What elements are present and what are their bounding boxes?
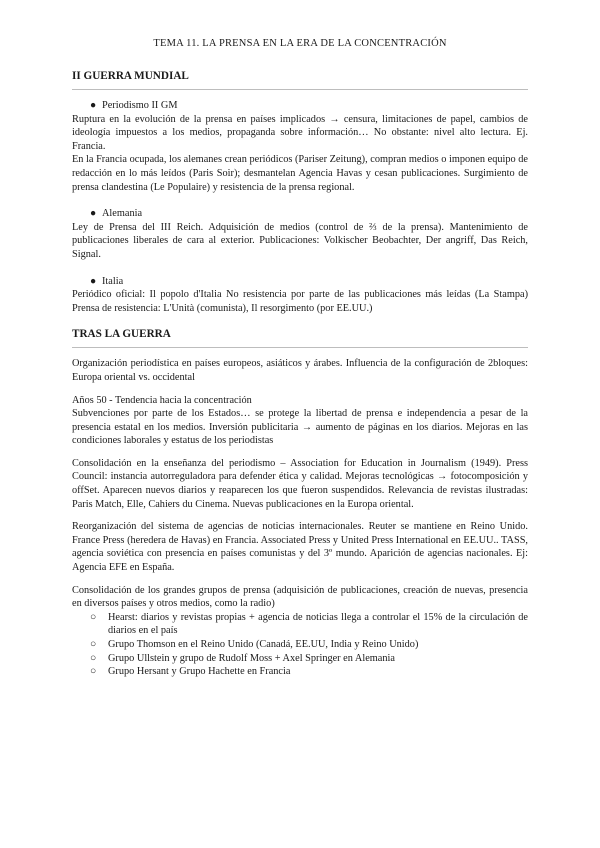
list-marker: ○: [90, 639, 97, 650]
section-heading-ii-guerra-mundial: II GUERRA MUNDIAL: [72, 70, 189, 82]
paragraph: En la Francia ocupada, los alemanes crean periódicos (Pariser Zeitung), compran medios o imponen equipo de redacción en lo más leídos (Paris Soir); desmantelan Agencia Havas y cesan publicaciones. Surgimiento de prensa clandestina (Le Populaire) y resistencia de la prensa regional.: [72, 154, 528, 193]
bullet-dot: ●: [90, 275, 97, 287]
list-item: [90, 611, 528, 638]
paragraph: Periódico oficial: Il popolo d'Italia No resistencia por parte de las publicaciones más leídas (La Stampa) Prensa de resistencia: L'Unità (comunista), Il resorgimento (por EE.UU.): [72, 289, 528, 314]
list-marker: ○: [90, 652, 97, 664]
paragraph: Ley de Prensa del III Reich. Adquisición de medios (control de ⅔ de la prensa). Mantenimiento de publicaciones liberales de cara al exterior. Publicaciones: Volkischer Beobachter, Der angriff, Das Reich, Signal.: [72, 221, 528, 260]
list-item-text: Grupo Ullstein y grupo de Rudolf Moss + Axel Springer en Alemania: [108, 652, 395, 664]
paragraph: Consolidación en la enseñanza del periodismo – Association for Education in Journalism (1949). Press Council: instancia autorreguladora para defender ética y calidad. Mejoras tecnológicas → fotocomposición y offSet. Aparecen nuevos diarios y reaparecen los que fueron suspendidos. Relevancia de revistas ilustradas: Paris Match, Elle, Cahiers du Cinema. Nuevas publicaciones en la Europa oriental.: [72, 457, 528, 510]
bullet-label: Italia: [102, 275, 124, 287]
bullet-periodismo: [72, 99, 528, 113]
bullet-dot: ●: [90, 208, 97, 220]
list-item-text: Grupo Thomson en el Reino Unido (Canadá, EE.UU, India y Reino Unido): [108, 639, 419, 650]
paragraph: Subvenciones por parte de los Estados… se protege la libertad de prensa e independencia a pesar de la presencia estatal en los medios. Inversión publicitaria → aumento de páginas en los diarios. Mejoras en las condiciones laborales y estatus de los periodistas: [72, 408, 528, 447]
bullet-label: Alemania: [102, 208, 143, 220]
bullet-alemania: [72, 207, 528, 221]
section-divider: [72, 89, 528, 90]
section-heading-tras-la-guerra: TRAS LA GUERRA: [72, 328, 171, 341]
paragraph: Reorganización del sistema de agencias de noticias internacionales. Reuter se mantiene en Reino Unido. France Press (heredera de Havas) en Francia. Associated Press y United Press International en EE.UU.. TASS, agencia soviética con presencia en países comunistas y del 3º mundo. Aparición de agencias nacionales. Ej: Agencia EFE en España.: [72, 521, 528, 574]
section-divider: [72, 347, 528, 348]
bullet-label: Periodismo II GM: [102, 100, 178, 111]
document-title: TEMA 11. LA PRENSA EN LA ERA DE LA CONCENTRACIÓN: [153, 38, 447, 49]
list-item-text: Hearst: diarios y revistas propias + agencia de noticias llega a controlar el 15% de la circulación de diarios en el país: [108, 611, 528, 637]
press-groups-list: [72, 611, 528, 679]
list-marker: ○: [90, 611, 97, 623]
bullet-dot: ●: [90, 100, 97, 111]
paragraph: Ruptura en la evolución de la prensa en países implicados → censura, limitaciones de papel, cambios de ideología impuestos a los medios, propaganda sobre información… No obstante: nivel alto lectura. Ej. Francia.: [72, 113, 528, 152]
paragraph: Organización periodística en países europeos, asiáticos y árabes. Influencia de la configuración de 2bloques: Europa oriental vs. occidental: [72, 358, 528, 383]
document-page: [72, 38, 528, 679]
list-item-text: Grupo Hersant y Grupo Hachette en Francia: [108, 666, 291, 678]
list-marker: ○: [90, 666, 97, 678]
paragraph: Consolidación de los grandes grupos de prensa (adquisición de publicaciones, creación de nuevas, presencia en diversos países y otros medios, como la radio): [72, 584, 528, 610]
list-item: [90, 652, 528, 666]
paragraph-title: Años 50 - Tendencia hacia la concentración: [72, 394, 252, 406]
bullet-italia: [72, 275, 528, 289]
list-item: [90, 665, 528, 679]
list-item: [90, 638, 528, 652]
